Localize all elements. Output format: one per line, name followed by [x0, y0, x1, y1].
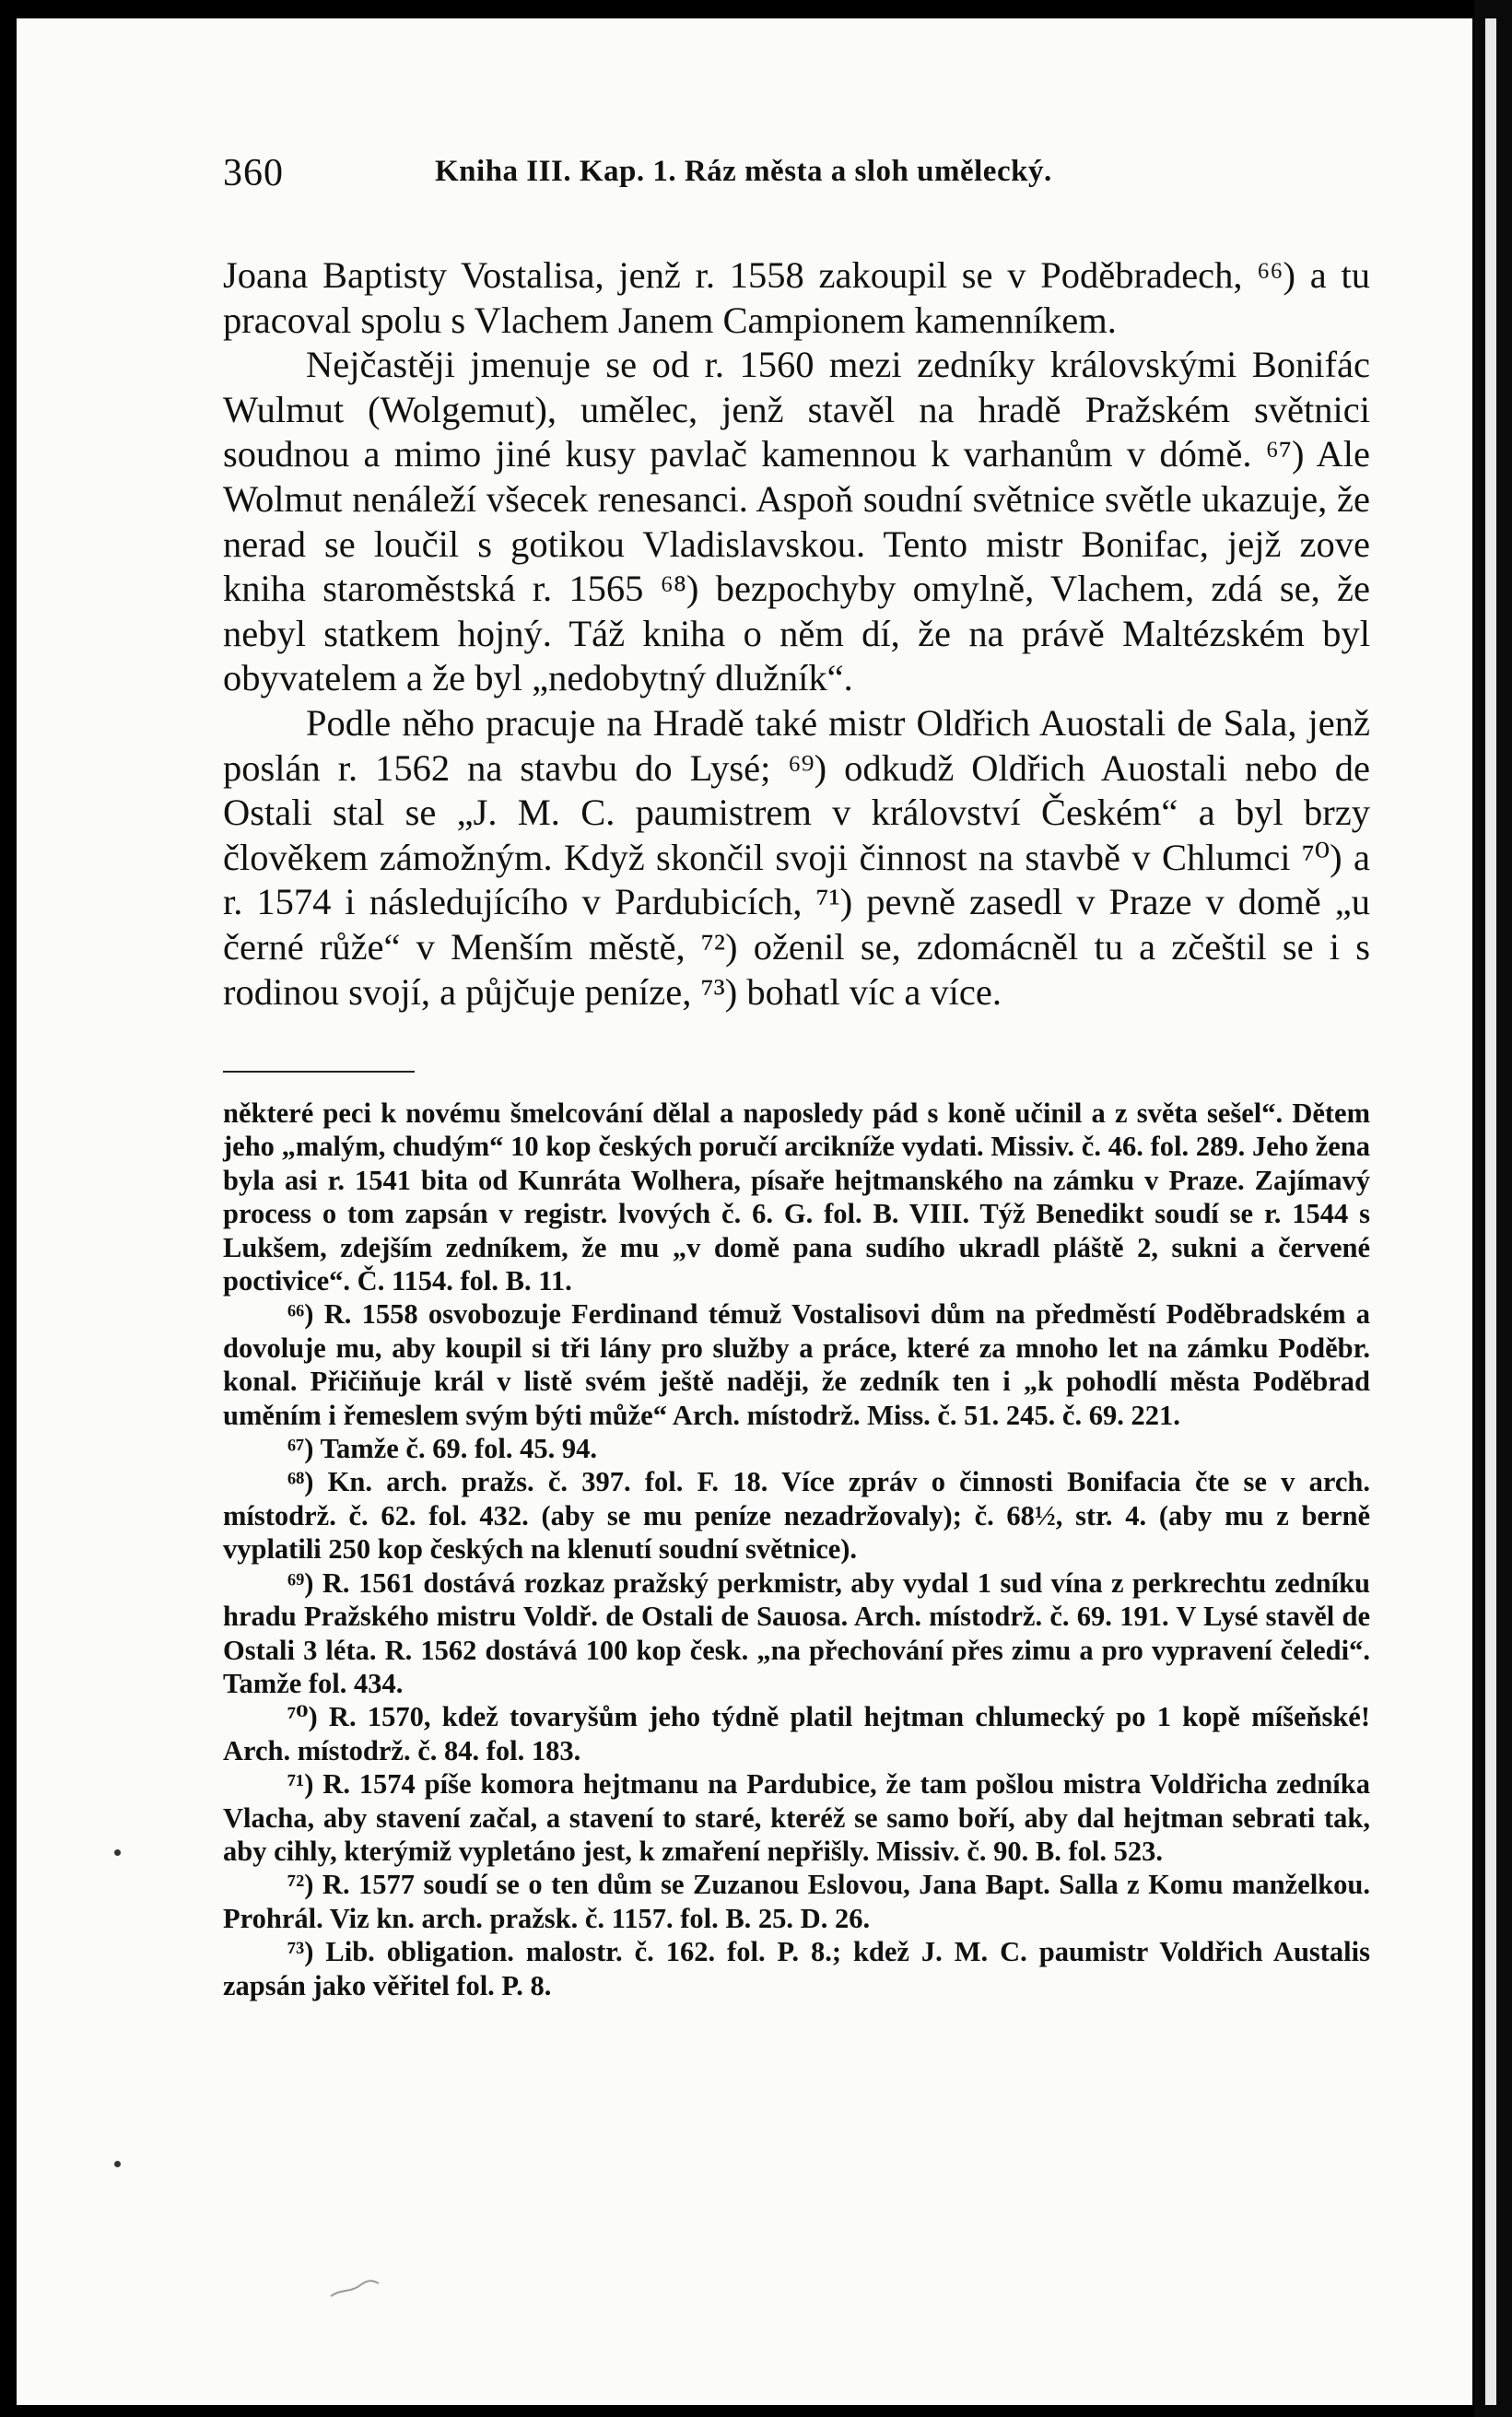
- footnote: ⁶⁹) R. 1561 dostává rozkaz pražský perkmistr, aby vydal 1 sud vína z perkrechtu zedníku hradu Pražského mistru Voldř. de Ostali de Sauosa. Arch. místodrž. č. 69. 191. V Lysé stavěl de Ostali 3 léta. R. 1562 dostává 100 kop česk. „na přechování přes zimu a pro vypravení čeledi“. Tamže fol. 434.: [223, 1566, 1370, 1699]
- body-text: [223, 253, 1370, 1015]
- running-title: Kniha III. Kap. 1. Ráz města a sloh umělecký.: [435, 155, 1052, 188]
- footnote: ⁶⁸) Kn. arch. pražs. č. 397. fol. F. 18. Více zpráv o činnosti Bonifacia čte se v arch. místodrž. č. 62. fol. 432. (aby se mu peníze nezadržovaly); č. 68½, str. 4. (aby mu z berně vyplatili 250 kop českých na klenutí soudní světnice).: [223, 1466, 1370, 1566]
- page-number: 360: [223, 152, 284, 194]
- margin-speck: [114, 1849, 121, 1856]
- running-head: [223, 147, 1365, 203]
- body-paragraph: Podle něho pracuje na Hradě také mistr Oldřich Auostali de Sala, jenž poslán r. 1562 na stavbu do Lysé; ⁶⁹) odkudž Oldřich Auostali nebo de Ostali stal se „J. M. C. paumistrem v království Českém“ a byl brzy člověkem zámožným. Když skončil svoji činnost na stavbě v Chlumci ⁷⁰) a r. 1574 i následujícího v Pardubicích, ⁷¹) pevně zasedl v Praze v domě „u černé růže“ v Menším městě, ⁷²) oženil se, zdomácněl tu a zčeštil se i s rodinou svojí, a půjčuje peníze, ⁷³) bohatl víc a více.: [223, 701, 1370, 1013]
- footnote-separator: [223, 1071, 415, 1073]
- footnote: ⁶⁷) Tamže č. 69. fol. 45. 94.: [287, 1433, 597, 1465]
- footnote-continuation: některé peci k novému šmelcování dělal a naposledy pád s koně učinil a z světa sešel“. Dětem jeho „malým, chudým“ 10 kop českých poručí arcikníže vydati. Missiv. č. 46. fol. 289. Jeho žena byla asi r. 1541 bita od Kunráta Wolhera, písaře hejtmanského na zámku v Praze. Zajímavý process o tom zapsán v registr. lvových č. 6. G. fol. B. VIII. Týž Benedikt soudí se r. 1544 s Lukšem, zdejším zedníkem, že mu „v domě pana sudího ukradl pláště 2, sukni a červené poctivice“. Č. 1154. fol. B. 11.: [223, 1097, 1370, 1297]
- footnote: ⁷²) R. 1577 soudí se o ten dům se Zuzanou Eslovou, Jana Bapt. Salla z Komu manželkou. Prohrál. Viz kn. arch. pražsk. č. 1157. fol. B. 25. D. 26.: [223, 1869, 1370, 1934]
- footnote: ⁶⁶) R. 1558 osvobozuje Ferdinand témuž Vostalisovi dům na předměstí Poděbradském a dovoluje mu, aby koupil si tři lány pro služby a práce, které za mnoho let na zámku Poděbr. konal. Přičiňuje král v listě svém ještě naději, že zedník ten i „k pohodlí města Poděbrad uměním i řemeslem svým býti může“ Arch. místodrž. Miss. č. 51. 245. č. 69. 221.: [223, 1298, 1370, 1431]
- margin-speck: [114, 2161, 121, 2167]
- page-edge-strip: [1485, 18, 1496, 2405]
- footnote: ⁷⁰) R. 1570, kdež tovaryšům jeho týdně platil hejtman chlumecký po 1 kopě míšeňské! Arch. místodrž. č. 84. fol. 183.: [223, 1701, 1370, 1766]
- body-paragraph: Nejčastěji jmenuje se od r. 1560 mezi zedníky královskými Bonifác Wulmut (Wolgemut), umělec, jenž stavěl na hradě Pražském světnici soudnou a mimo jiné kusy pavlač kamennou k varhanům v dómě. ⁶⁷) Ale Wolmut nenáleží všecek renesanci. Aspoň soudní světnice světle ukazuje, že nerad se loučil s gotikou Vladislavskou. Tento mistr Bonifac, jejž zove kniha staroměstská r. 1565 ⁶⁸) bezpochyby omylně, Vlachem, zdá se, že nebyl statkem hojný. Táž kniha o něm dí, že na právě Maltézském byl obyvatelem a že byl „nedobytný dlužník“.: [223, 344, 1370, 699]
- pencil-mark: [327, 2276, 382, 2304]
- footnote: ⁷¹) R. 1574 píše komora hejtmanu na Pardubice, že tam pošlou mistra Voldřicha zedníka Vlacha, aby stavení začal, a stavení to staré, kteréž se samo boří, aby dal hejtman sebrati tak, aby cihly, kterýmiž vypletáno jest, k zmaření nepřišly. Missiv. č. 90. B. fol. 523.: [223, 1768, 1370, 1867]
- footnotes: [223, 1097, 1370, 2002]
- footnote: ⁷³) Lib. obligation. malostr. č. 162. fol. P. 8.; kdež J. M. C. paumistr Voldřich Austalis zapsán jako věřitel fol. P. 8.: [223, 1936, 1370, 2001]
- body-paragraph: Joana Baptisty Vostalisa, jenž r. 1558 zakoupil se v Poděbradech, ⁶⁶) a tu pracoval spolu s Vlachem Janem Campionem kamenníkem.: [223, 254, 1370, 341]
